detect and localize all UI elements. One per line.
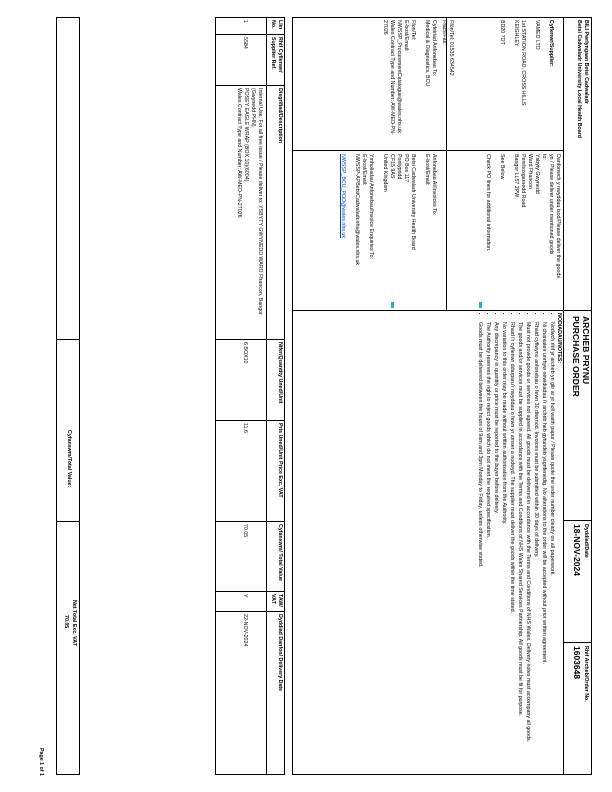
col-header-supplier-ref: Rhif Cyflenwr/ Supplier Ref.: [270, 37, 283, 73]
supplier-block: [431, 17, 563, 150]
cell-description: Internal Use: For all free issue / Please deliver to: YSBYTY GWYNEDD WARD Ffrancon, Bangor (Gwynedd PHN) POSEY EAGLE WRAP (BOX 10)(6004) Wales Contract Type and Number: AW-MED-PN-27026: [236, 88, 263, 315]
col-header-line: Llin No.: [270, 20, 283, 30]
net-total-value: 70.05: [63, 615, 69, 629]
invoice-block: [330, 151, 446, 310]
total-value-label: Cyfanswm/Total Value:: [66, 430, 72, 488]
note-item: • Rhaid i'r cyflenwr ddarparu'r nwyddau o fewn yr amser a nodwyd. The supplier must deliver the goods within the time stated.: [508, 322, 515, 771]
date-label: Dyddiad/Date: [583, 524, 589, 558]
totals-row: [56, 17, 80, 775]
note-item: • The goods and/or services must be supplied in accordance with the Terms and Conditions of NHS Wales Shared Services Partnership. All goods must be fit for purpose.: [516, 322, 523, 771]
col-header-total: Cyfanswm/ Total Value: [277, 524, 283, 582]
contact-details: Cyfeiriad Anfonebau To: Medical & Diagnostics, BCU Ffon/Tel: E-bost/Email: NWSSP_ProcurementCatalogue@wales.nhs.uk Wales Contract Type and Number: AW-MED-PN- 27026: [382, 20, 437, 135]
cell-unit-price: 11.6: [242, 423, 248, 433]
cell-total: 70.05: [242, 524, 248, 538]
col-header-description: Disgrifiad/Description: [277, 88, 283, 144]
po-number: 1603648: [572, 646, 582, 680]
pod-email-link[interactable]: NWSSP_BCU_POD@wales.nhs.uk: [340, 154, 346, 238]
supplier-phone-fax: Ffôn/Tel: 01535 634542 Ffacs/Fax:: [441, 20, 454, 76]
supplier-address: VAMED LTD 1st STATION ROAD, CROSS HILLS KEIGHLEY BD20 7DT: [499, 20, 540, 106]
doc-title-english: PURCHASE ORDER: [571, 316, 581, 397]
cell-vat: Y: [242, 594, 248, 598]
note-item: • Ni chaniateir unrhyw newidiadau i'r archeb heb gytundeb ysgrifenedig. No alterations to the order will be accepted without prior written agreement.: [540, 322, 547, 771]
delivery-address: Danfonwch y nwyddau isod/Please deliver the goods yn / Please deliver under mentioned goods to: Ysbyty Gwynedd Ward Ffrancon Penrhosgarnedd Road Bangor LL57 2PW See Below Check PO lines for additional information.: [485, 154, 561, 278]
col-header-vat: TAW/ VAT: [270, 594, 283, 607]
doc-title-welsh: ARCHEB PRYNU: [581, 316, 591, 385]
note-item: • Goods must be delivered between the hours of 9am and 3pm Monday to Friday, unless otherwise stated.: [476, 322, 483, 771]
note-item: • No variation to this order may be made without written authorisation from the Authority.: [500, 322, 507, 771]
contact-block: [372, 17, 446, 150]
note-item: • Rhaid cyflwyno anfonebau o fewn 30 diwrnod. Invoices must be submitted within 30 days of delivery.: [532, 322, 539, 771]
col-header-quantity: Nifer/Quantity Uned/Unit: [277, 342, 283, 404]
page-number: Page 1 of 1: [38, 748, 44, 776]
cell-supplier-ref: 5584: [242, 37, 248, 49]
cell-delivery-date: 22-NOV-2024: [242, 614, 248, 647]
divider: [292, 310, 564, 311]
net-total-label: Net Total Exc. VAT: [71, 600, 77, 646]
org-name-english: Betsi Cadwaladr University Local Health Board: [576, 20, 582, 139]
org-name-welsh: BILI Pwrlyngaan Betsi Cadwaladr: [583, 20, 589, 104]
col-divider: [56, 521, 80, 522]
note-item: • Must not provide goods or services not agreed. All goods must be delivered in accordance with the Terms and Conditions of NHS Wales. Delivery notes must accompany all goods.: [524, 322, 531, 771]
notes-section: [475, 313, 562, 771]
order-date: 18-NOV-2024: [572, 524, 582, 576]
col-divider: [56, 339, 80, 340]
note-item: • Any discrepancy in quantity or price must be reported to the buyer before delivery.: [492, 322, 499, 771]
table-header-divider: [266, 17, 267, 775]
col-header-unit-price: Pris Uned/Unit Price Exc. VAT: [277, 423, 283, 498]
note-item: • The Authority reserves the right to reject goods which do not meet the required specification.: [484, 322, 491, 771]
divider: [564, 642, 592, 643]
divider: [563, 17, 564, 775]
po-label: Rhif Archeb/Order No.: [583, 646, 589, 702]
divider: [564, 310, 592, 311]
notes-title: NODIADAU/NOTES:: [556, 313, 562, 364]
cell-quantity: 6 BOX10: [242, 342, 248, 364]
cell-line-no: 1: [242, 20, 248, 23]
blue-mark-icon: [386, 302, 404, 308]
blue-mark-icon: [474, 302, 492, 308]
invoice-details: Anfonebau At/Invoices To: E-bost/Email: Betsi Cadwaladr University Health Board PO Box 117 Pontypridd CF15 9AS United Kingdom Ymholiadau Anfonebau/Invoice Enquiries To: E-bost/Email: NWSSP-APBetsiCadwaladr.nhs@wales.nhs.uk: [354, 154, 437, 266]
col-header-delivery-date: Dyddiad Danfon/ Delivery Date: [277, 614, 283, 692]
divider: [564, 520, 592, 521]
note-item: • Nodwch rhif yr archeb yn glir ar yr holl waith papur / Please quote the order number clearly on all paperwork.: [548, 322, 555, 771]
supplier-label: Cyflenwr/Supplier:: [548, 20, 554, 67]
